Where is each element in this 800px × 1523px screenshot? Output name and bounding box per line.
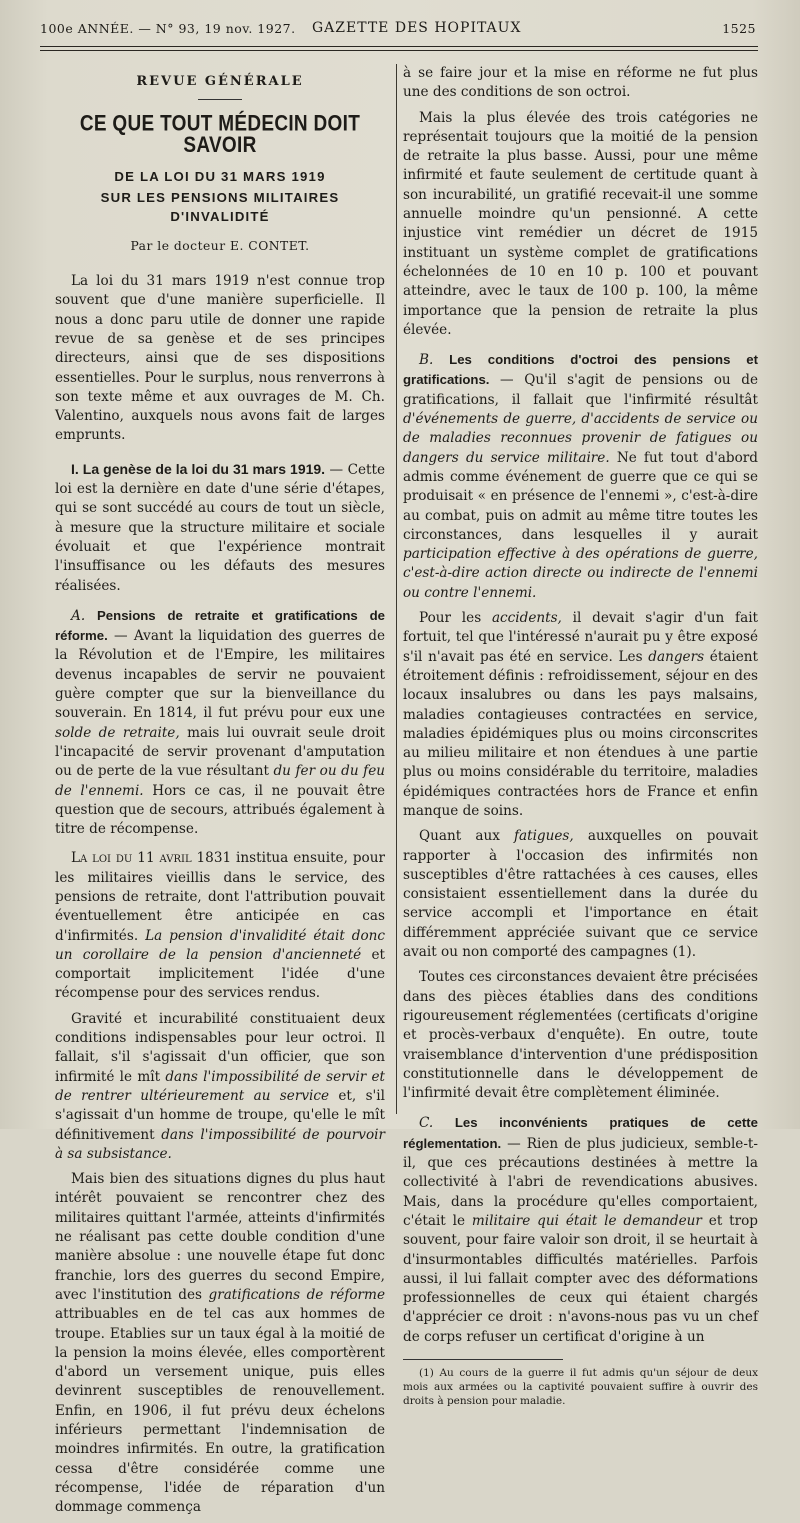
- subsection-c-heading: Les inconvénients pratiques de cette réglementation.: [403, 1115, 758, 1151]
- body-text: attribuables en de tel cas aux hommes de troupe. Etablies sur un taux égal à la moitié de la pension la moins élevée, elles comportèrent d'abord un versement unique, puis elles devinrent susceptibles de renouvellement. Enfin, en 1906, il fut prévu deux échelons inférieurs permettant l'indemnisation de moindres infirmités. En outre, la gratification cessa d'être considérée comme une récompense, l'idée de réparation d'un dommage commença: [55, 1306, 385, 1516]
- italic-text: dans l'impossibilité de servir et de rentrer ultérieurement au service: [55, 1068, 385, 1104]
- subsection-b-heading: Les conditions d'octroi des pensions et gratifications.: [403, 352, 758, 388]
- header-rule: [40, 46, 758, 47]
- journal-title: GAZETTE DES HOPITAUX: [312, 20, 522, 36]
- article-title: CE QUE TOUT MÉDECIN DOIT SAVOIR: [79, 112, 361, 159]
- paragraph-mais-2: Mais la plus élevée des trois catégories ne représentait toujours que la moitié de la pension de retraite la plus basse. Aussi, pour une même infirmité et faute seulement de certitude quant à son incurabilité, un gratifié recevait-il une somme annuelle moindre qu'un pensionné. A cette injustice vint remédier un décret de 1915 instituant un système complet de gratifications échelonnées de 10 en 10 p. 100 et pouvant atteindre, avec le taux de 100 p. 100, la même importance que la pension de retraite la plus élevée.: [403, 109, 758, 338]
- column-divider: [396, 64, 397, 1114]
- italic-text: dangers: [648, 648, 705, 665]
- issue-info: 100e ANNÉE. — N° 93, 19 nov. 1927.: [40, 21, 296, 36]
- continued-paragraph: à se faire jour et la mise en réforme ne fut plus une des conditions de son octroi.: [403, 65, 758, 101]
- italic-text: militaire qui était le demandeur: [471, 1212, 702, 1229]
- section-1-paragraph: [55, 460, 385, 596]
- body-text: mais lui ouvrait seule droit l'incapacité de servir provenant d'amputation ou de perte de la vue résultant: [55, 724, 385, 780]
- body-text: Ne fut tout d'abord admis comme événement de guerre que ce qui se produisait « en présence de l'ennemi », c'est-à-dire au combat, puis on admit au même titre toutes les circonstances, dans lesquelles il y aurait: [403, 449, 758, 543]
- article-author: Par le docteur E. CONTET.: [130, 238, 310, 253]
- body-text: et trop souvent, pour faire valoir son droit, il se heurtait à d'insurmontables difficultés matérielles. Parfois aussi, il lui fallait compter avec des déformations professionnelles de ceux qui étaient chargés d'apprécier ce droit : n'avons-nous pas vu un chef de corps refuser un certificat d'origine à un: [403, 1212, 759, 1345]
- body-text: et comportait implicitement l'idée d'une récompense pour des services rendus.: [55, 946, 385, 1002]
- body-text: et, s'il s'agissait d'un homme de troupe, qu'elle le mît définitivement: [55, 1087, 385, 1143]
- subsection-b-letter: B.: [419, 352, 434, 369]
- subsection-a-letter: A.: [71, 607, 86, 624]
- italic-text: participation effective à des opérations de guerre, c'est-à-dire action directe ou indirecte de l'ennemi ou contre l'ennemi.: [403, 546, 758, 601]
- section-label: REVUE GÉNÉRALE: [136, 74, 304, 89]
- body-text: Hors ce cas, il ne pouvait être question que de secours, attribués également à titre de récompense.: [55, 782, 385, 838]
- paragraph-accidents: [403, 609, 758, 821]
- subsection-b-paragraph: [403, 350, 758, 603]
- footnote-rule: [403, 1359, 563, 1360]
- body-text: — Avant la liquidation des guerres de la Révolution et de l'Empire, les militaires devenus incapables de servir ne pouvaient guère compter que sur la bienveillance du souverain. En 1814, il fut prévu pour eux une: [55, 628, 385, 722]
- section-1-heading: I. La genèse de la loi du 31 mars 1919.: [71, 460, 326, 477]
- page-number: 1525: [722, 21, 756, 36]
- italic-text: La pension d'invalidité était donc un corollaire de la pension d'ancienneté: [55, 927, 385, 963]
- footnote: (1) Au cours de la guerre il fut admis qu'un séjour de deux mois aux armées ou la captivité pouvaient suffire à ouvrir des droits à pension pour maladie.: [403, 1367, 758, 1407]
- body-text: institua ensuite, pour les militaires vieillis dans le service, des pensions de retraite, dont l'attribution pouvait éventuellement être anticipée en cas d'infirmités.: [55, 850, 385, 944]
- subsection-c-letter: C.: [419, 1115, 434, 1132]
- subsection-a-paragraph: [55, 606, 385, 840]
- paragraph-gravite: [55, 1010, 385, 1164]
- body-text: Mais bien des situations dignes du plus haut intérêt pouvaient se rencontrer chez des militaires quittant l'armée, atteints d'infirmités ne réalisant pas cette double condition d'une manière absolue : une nouvelle étape fut donc franchie, lors des guerres du second Empire, avec l'institution des: [55, 1171, 385, 1303]
- article-subtitle-1: DE LA LOI DU 31 MARS 1919: [114, 168, 326, 184]
- italic-text: d'événements de guerre, d'accidents de service ou de maladies reconnues provenir de fatigues ou dangers du service militaire.: [403, 411, 758, 466]
- paragraph-fatigues: [403, 827, 758, 962]
- article-subtitle-2: SUR LES PENSIONS MILITAIRES D'INVALIDITÉ: [100, 190, 340, 225]
- body-text: Pour les: [419, 610, 492, 627]
- intro-paragraph: La loi du 31 mars 1919 n'est connue trop souvent que d'une manière superficielle. Il nous a donc paru utile de donner une rapide revue de sa genèse et de ses principes directeurs, ainsi que de ses dispositions essentielles. Pour le surplus, nous renverrons à son texte même et aux ouvrages de M. Ch. Valentino, auxquels nous avons fait de larges emprunts.: [55, 273, 385, 444]
- law-reference: La loi du 11 avril 1831: [71, 850, 232, 867]
- italic-text: solde de retraite,: [55, 724, 180, 741]
- right-column: [403, 64, 758, 1414]
- body-text: Gravité et incurabilité constituaient deux conditions indispensables pour leur octroi. Il fallait, s'il s'agissait d'un officier, que son infirmité le mît: [55, 1010, 385, 1085]
- italic-text: gratifications de réforme: [208, 1286, 385, 1303]
- italic-text: accidents,: [491, 610, 562, 627]
- header-rule-thin: [40, 50, 758, 51]
- title-divider: [198, 99, 242, 100]
- body-text: auxquelles on pouvait rapporter à l'occasion des infirmités non susceptibles d'être rattachées à ces causes, elles consistaient essentiellement dans la durée du service accompli et l'importance en était différemment appréciée suivant que ce service avait ou non comporté des campagnes (1).: [403, 828, 758, 961]
- paragraph-mais: [55, 1170, 385, 1517]
- running-header: [40, 18, 760, 40]
- paragraph-circonstances: Toutes ces circonstances devaient être précisées dans des pièces établies dans des conditions rigoureusement réglementées (certificats d'origine et procès-verbaux d'enquête). En outre, toute vraisemblance d'intervention d'une prédisposition constitutionnelle dans le développement de l'infirmité devait être complètement éliminée.: [403, 969, 758, 1102]
- left-column: [55, 64, 385, 1523]
- body-text: étaient étroitement définis : refroidissement, séjour en des locaux insalubres ou dans les pays malsains, maladies contagieuses contractées en service, maladies épidémiques plus ou moins circonscrites au milieu militaire et non étendues à une partie plus ou moins considérable du territoire, maladies épidémiques contractées hors de France et enfin manque de soins.: [403, 648, 758, 819]
- subsection-c-paragraph: [403, 1113, 758, 1347]
- section-1-text: — Cette loi est la dernière en date d'une série d'étapes, qui se sont succédé au cours de tout un siècle, à mesure que la structure militaire et sociale évoluait et que l'expérience montrait l'insuffisance ou les défauts des mesures réalisées.: [55, 461, 385, 594]
- italic-text: fatigues,: [513, 828, 574, 845]
- body-text: — Qu'il s'agit de pensions ou de gratifications, il fallait que l'infirmité résultât: [403, 372, 758, 408]
- italic-text: du fer ou du feu de l'ennemi.: [55, 763, 385, 799]
- italic-text: dans l'impossibilité de pourvoir à sa subsistance.: [55, 1126, 385, 1162]
- paragraph-1831: [55, 849, 385, 1003]
- body-text: il devait s'agir d'un fait fortuit, tel que l'intéressé n'aurait pu y être exposé s'il n'avait pas été en service. Les: [403, 610, 759, 665]
- subsection-a-heading: Pensions de retraite et gratifications de réforme.: [55, 607, 385, 644]
- body-text: — Rien de plus judicieux, semble-t-il, que ces précautions destinées à mettre la collectivité à l'abri de revendications abusives. Mais, dans la procédure qu'elles comportaient, c'était le: [403, 1135, 758, 1229]
- body-text: Quant aux: [419, 828, 514, 845]
